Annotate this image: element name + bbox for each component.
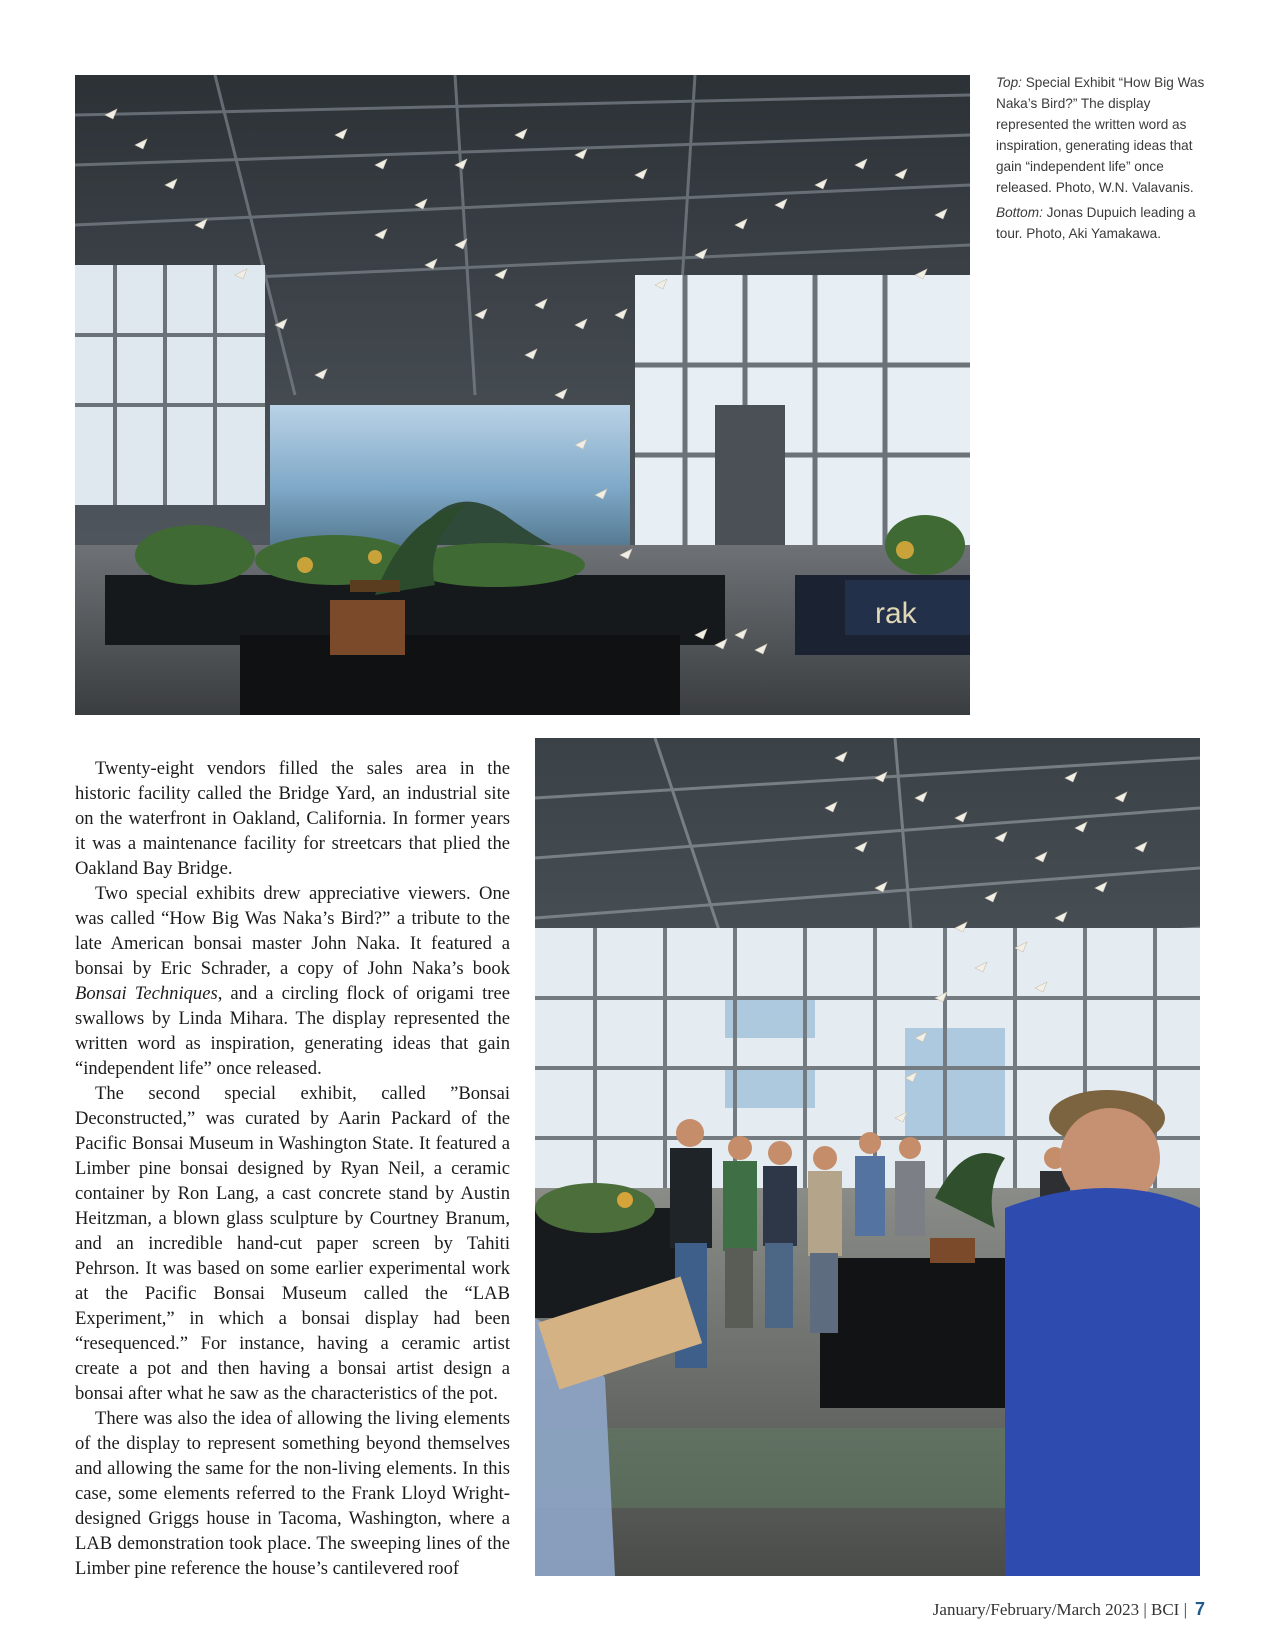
photo-top-exhibit-hall bbox=[75, 75, 970, 715]
book-title: Bonsai Techniques bbox=[75, 983, 218, 1004]
page-footer bbox=[933, 1599, 1205, 1620]
article-paragraph-2-part-a: Two special exhibits drew appreciative viewers. One was called “How Big Was Naka’s Bird?” a tribute to the late American bonsai master John Naka. It featured a bonsai by Eric Schrader, a copy of John Naka’s book bbox=[75, 883, 510, 979]
article-paragraph-4: There was also the idea of allowing the living elements of the display to represent something beyond themselves and allowing the same for the non-living elements. In this case, some elements referred to the Frank Lloyd Wright-designed Griggs house in Tacoma, Washington, where a LAB demonstration took place. The sweeping lines of the Limber pine reference the house’s cantilevered roof bbox=[75, 1408, 510, 1579]
page-number: 7 bbox=[1194, 1599, 1205, 1619]
vendor-banner-text: rak bbox=[875, 597, 917, 630]
photo-bottom-tour bbox=[535, 738, 1200, 1576]
article-paragraph-2 bbox=[75, 881, 510, 1081]
caption-bottom-lead: Bottom: bbox=[996, 205, 1043, 220]
article-paragraph-2-part-b: , and a circling flock of origami tree swallows by Linda Mihara. The display represented the written word as inspiration, generating ideas that gain “independent life” once released. bbox=[75, 983, 510, 1079]
photo-top-illustration bbox=[75, 75, 970, 715]
photo-captions bbox=[996, 72, 1206, 248]
article-body bbox=[75, 756, 510, 1581]
photo-bottom-illustration bbox=[535, 738, 1200, 1576]
caption-top-lead: Top: bbox=[996, 75, 1022, 90]
caption-bottom bbox=[996, 202, 1206, 244]
issue-label: January/February/March 2023 | BCI | bbox=[932, 1600, 1187, 1619]
caption-bottom-text: Jonas Dupuich leading a tour. Photo, Aki Yamakawa. bbox=[996, 205, 1196, 241]
article-paragraph-3: The second special exhibit, called ”Bonsai Deconstructed,” was curated by Aarin Packard of the Pacific Bonsai Museum in Washington State. It featured a Limber pine bonsai designed by Ryan Neil, a ceramic container by Ron Lang, a cast concrete stand by Austin Heitzman, a blown glass sculpture by Courtney Branum, and an incredible hand-cut paper screen by Tahiti Pehrson. It was based on some earlier experimental work at the Pacific Bonsai Museum called the “LAB Experiment,” in which a bonsai display had been “resequenced.” For instance, having a ceramic artist create a pot and then having a bonsai artist design a bonsai after what he saw as the characteristics of the pot. bbox=[75, 1083, 510, 1404]
article-paragraph-1: Twenty-eight vendors filled the sales area in the historic facility called the Bridge Yard, an industrial site on the waterfront in Oakland, California. In former years it was a maintenance facility for streetcars that plied the Oakland Bay Bridge. bbox=[75, 758, 510, 879]
caption-top bbox=[996, 72, 1206, 198]
caption-top-text: Special Exhibit “How Big Was Naka’s Bird?” The display represented the written word as inspiration, generating ideas that gain “independent life” once released. Photo, W.N. Valavanis. bbox=[996, 75, 1205, 195]
